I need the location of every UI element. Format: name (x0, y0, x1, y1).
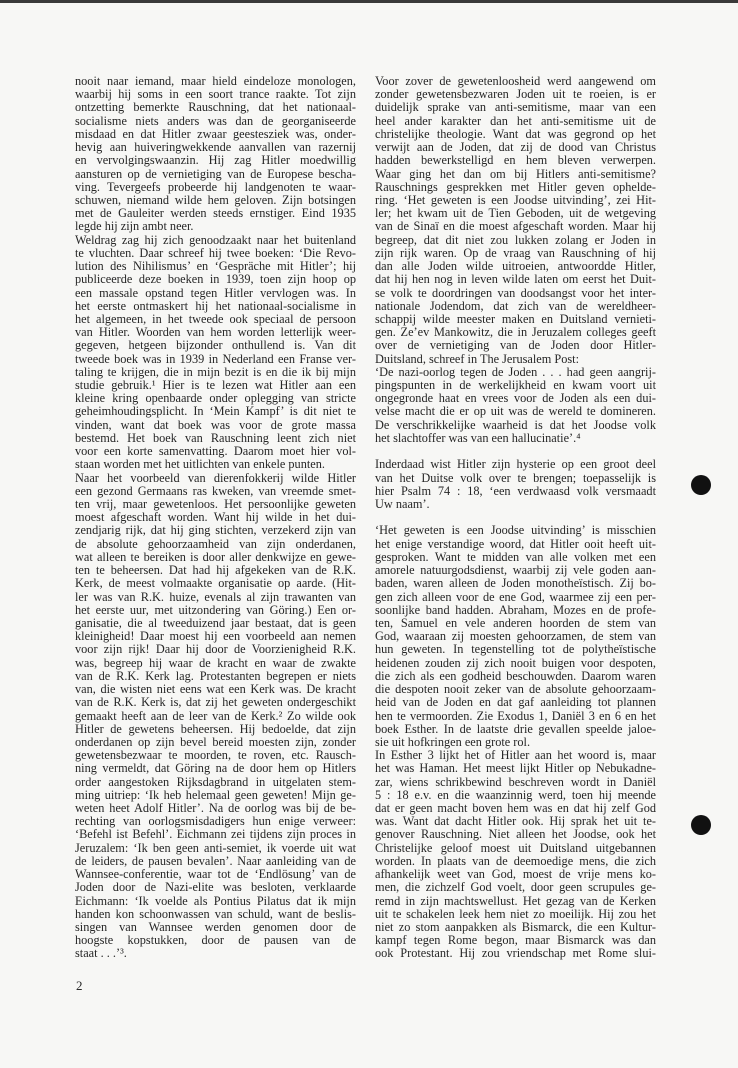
text-line: zar, wiens schrikbewind beschreven wordt in Daniël (375, 775, 656, 789)
text-line: zonder gewetensbezwaren Joden uit te roeien, is er (375, 88, 656, 102)
text-line: Voor zover de gewetenloosheid werd aangewend om (375, 75, 656, 88)
text-line: met de Gauleiter werden steeds ernstiger. Eind 1935 (75, 207, 356, 221)
text-line: men, die zichzelf God voelt, door geen scrupules ge- (375, 881, 656, 895)
text-line: te vluchten. Daar schreef hij twee boeken: ‘Die Revo- (75, 246, 356, 260)
text-line: baden, waren alleen de Joden monotheïstisch. Zij bo- (375, 577, 656, 591)
paragraph (375, 75, 656, 366)
text-line: was, begreep hij waar de kracht en waar de zwakte (75, 656, 356, 670)
text-line: een massale opstand tegen Hitler vervlogen was. In (75, 286, 356, 300)
text-line: De verschrikkelijke waarheid is dat het Joodse volk (375, 418, 656, 432)
text-line: heel ander karakter dan het anti-semitisme uit de (375, 114, 656, 128)
text-line: Christelijke geloof moest uit Duitsland uitgebannen (375, 841, 656, 855)
text-line: heidenen zouden zij zich nooit buigen voor despoten, (375, 656, 656, 670)
text-line: voor een korte samenvatting. Daarom moet hier vol- (75, 445, 356, 459)
text-line: Kerk, de meest volmaakte organisatie op aarde. (Hit- (75, 577, 356, 591)
paragraph (375, 366, 656, 445)
text-line: bestemd. Het boek van Rauschning leent zich niet (75, 431, 356, 445)
text-line: van de R.K. Kerk lag. Protestanten begrepen er niets (75, 669, 356, 683)
text-line: van Hitler. Woorden van hem worden letterlijk weer- (75, 326, 356, 340)
text-line: Waar ging het dan om bij Hitlers anti-semitisme? (375, 167, 656, 181)
text-line: staan worden met het uitlichten van enkele punten. (75, 458, 325, 472)
paragraph-spacer (375, 445, 656, 458)
paragraph (75, 472, 356, 961)
text-line: sie uit hofkringen een grote rol. (375, 735, 531, 749)
text-line: de absolute gehoorzaamheid van zijn onderdanen, (75, 537, 356, 551)
text-column-right (375, 75, 656, 961)
text-line: het was Haman. Het meest lijkt Hitler op Nebukadne- (375, 762, 656, 776)
text-line: staat . . .’³. (75, 947, 127, 961)
text-line: hier Psalm 74 : 18, ‘een verdwaasd volk versmaadt (375, 484, 656, 498)
text-line: van de Sinaï en die moest afgeschaft worden. Maar hij (375, 220, 656, 234)
text-line: was. Want dat dacht Hitler ook. Hij sprak het uit te- (375, 815, 656, 829)
text-line: schuwen, niemand wilde hem geloven. Zijn botsingen (75, 193, 356, 207)
text-line: Wannsee-conferentie, waar tot de ‘Endlösung’ van de (75, 868, 356, 882)
text-line: van het Duitse volk over te brengen; toepasselijk is (375, 471, 656, 485)
text-line: ‘De nazi-oorlog tegen de Joden . . . had geen aangrij- (375, 365, 656, 379)
text-line: vinden, want dat boek was voor de grote massa (75, 418, 356, 432)
text-line: amorele natuurgodsdienst, waarbij zij vele goden aan- (375, 564, 656, 578)
page-number: 2 (76, 978, 83, 993)
text-line: publiceerde deze boeken in 1939, toen zijn hoop op (75, 273, 356, 287)
text-line: geheimhoudingsplicht. In ‘Mein Kampf’ is dit niet te (75, 405, 356, 419)
text-line: 5 : 18 e.v. en die waanzinnig werd, toen hij meende (375, 788, 656, 802)
text-line: lution des Nihilismus’ en ‘Gespräche mit Hitler’; hij (75, 260, 356, 274)
text-line: ming uitriep: ‘Ik heb helemaal geen geweten! Mijn ge- (75, 788, 356, 802)
text-line: moest afgeschaft worden. Want hij wilde in het dui- (75, 511, 356, 525)
text-line: Weldrag zag hij zich genoodzaakt naar het buitenland (75, 233, 356, 247)
text-line: die zich als een godheid beschouwden. Daarom waren (375, 669, 656, 683)
text-line: van, die wisten niet eens wat een Kerk was. De kracht (75, 683, 356, 697)
text-line: Joden door de Nazi-elite was besloten, verklaarde (75, 881, 356, 895)
text-line: ook Protestant. Hij zou vriendschap met Rome slui- (375, 947, 656, 961)
text-line: Naar het voorbeeld van dierenfokkerij wilde Hitler (75, 471, 356, 485)
text-line: ‘Befehl ist Befehl’. Eichmann zei tijdens zijn proces in (75, 828, 356, 842)
text-line: ongegronde haat en vrees voor de Joden als een dui- (375, 392, 656, 406)
text-line: Uw naam’. (375, 498, 430, 511)
text-line: hun geweten. In tegenstelling tot de polytheïstische (375, 643, 656, 657)
text-line: tweede boek was in 1939 in Nederland een Franse ver- (75, 352, 356, 366)
text-line: Inderdaad wist Hitler zijn hysterie op een groot deel (375, 458, 656, 472)
text-line: onderdanen op zijn bevel bereid moesten zijn, zonder (75, 735, 356, 749)
text-line: ten vrij, maar gewetenloos. Het persoonlijke geweten (75, 498, 356, 511)
text-line: gemaakt heeft aan de leer van de Kerk.² Zo wilde ook (75, 709, 356, 723)
text-line: zendjarig rijk, dat hij ging stichten, verzekerd zijn van (75, 524, 356, 538)
text-line: gesproken. Want te midden van alle volken met een (375, 550, 656, 564)
text-line: God, waaraan zij moesten gehoorzamen, de stem van (375, 630, 656, 644)
text-line: waarbij hij soms in een soort trance raakte. Tot zijn (75, 88, 356, 102)
text-line: weten heet Adolf Hitler’. Na de oorlog was bij de be- (75, 802, 356, 816)
text-line: boek Esther. In de laatste drie gevallen speelde jaloe- (375, 722, 656, 736)
text-line: heid van de Joden en dat gaf aanleiding tot plannen (375, 696, 656, 710)
text-line: hoogste kopstukken, door de pausen van de (75, 934, 356, 948)
text-line: dat er geen macht boven hem was en dat hij zelf God (375, 802, 656, 816)
paragraph (75, 234, 356, 472)
text-line: gen zich alleen voor de ene God, waarmee zij een per- (375, 590, 656, 604)
text-line: gewetensbezwaar te moorden, te roven, etc. Rausch- (75, 749, 356, 763)
text-line: In Esther 3 lijkt het of Hitler aan het woord is, maar (375, 749, 656, 763)
text-line: begreep, dat dit niet zou lukken zolang er Joden in (375, 233, 656, 247)
text-line: Jeruzalem: ‘Ik ben geen anti-semiet, ik voerde uit wat (75, 841, 356, 855)
paragraph (75, 75, 356, 234)
text-line: ler; het kwam uit de Tien Geboden, uit de wetgeving (375, 207, 656, 221)
text-line: worden. In plaats van de deemoedige mens, die zich (375, 854, 656, 868)
text-line: ving. Tevergeefs probeerde hij landgenoten te waar- (75, 180, 356, 194)
text-line: ganisatie, die al tweeduizend jaar bestaat, dat is geen (75, 616, 356, 630)
text-line: kleine kring openbaarde onder oplegging van stricte (75, 392, 356, 406)
paragraph (375, 524, 656, 749)
punch-hole-icon (691, 815, 711, 835)
text-line: rechting van oorlogsmisdadigers hun enige verweer: (75, 815, 356, 829)
text-line: de leiders, de pausen bevalen’. Naar aanleiding van de (75, 854, 356, 868)
text-line: over de vernietiging van de Joden door Hitler- (375, 339, 656, 353)
text-line: se volk te doordringen van doodsangst voor het inter- (375, 286, 656, 300)
text-line: handen kon schoonwassen van schuld, want de beslis- (75, 907, 356, 921)
text-line: genover Rauschning. Niet alleen het Joodse, ook het (375, 828, 656, 842)
text-line: kampf tegen Rome begon, maar Bismarck was dan (375, 934, 656, 948)
page-top-edge-line (0, 0, 738, 3)
text-line: gen. Ze’ev Mankowitz, die in Jeruzalem colleges geeft (375, 326, 656, 340)
text-line: die despoten nooit zeker van de absolute gehoorzaam- (375, 683, 656, 697)
punch-hole-icon (691, 475, 711, 495)
text-line: het algemeen, in het tweede ook speciaal de persoon (75, 312, 356, 326)
text-line: uit te schakelen leek hem niet zo moeilijk. Hij zou het (375, 907, 656, 921)
text-line: socialisme niets anders was dan de georganiseerde (75, 114, 356, 128)
text-line: soonlijke band hadden. Abraham, Mozes en de profe- (375, 603, 656, 617)
text-line: het slachtoffer was van een hallucinatie’.⁴ (375, 431, 581, 445)
text-line: nooit naar iemand, maar hield eindeloze monologen, (75, 75, 356, 88)
text-line: en vervolgingswaanzin. Hij zag Hitler moedwillig (75, 154, 356, 168)
paragraph (375, 458, 656, 511)
text-line: Rauschnings gesprekken met Hitler geven ophelde- (375, 180, 656, 194)
text-line: hadden bewerkstelligd en hem bleven verwerpen. (375, 154, 656, 168)
text-line: aansturen op de vernietiging van de Europese bescha- (75, 167, 356, 181)
text-line: ‘Het geweten is een Joodse uitvinding’ is misschien (375, 524, 656, 538)
text-line: wat alleen te bereiken is door aller denkwijze en gewe- (75, 550, 356, 564)
text-line: voor zijn rijk! Daar hij door de Voorzienigheid R.K. (75, 643, 356, 657)
text-line: afhankelijk weet van God, moest de vrije mens ko- (375, 868, 656, 882)
text-line: gegeven, hetgeen bijzonder onthullend is. Van dit (75, 339, 356, 353)
text-line: Eichmann: ‘Ik voelde als Pontius Pilatus dat ik mijn (75, 894, 356, 908)
text-line: zijn rijk waren. Op de vraag van Rauschning of hij (375, 246, 656, 260)
text-line: ten, Samuel en vele anderen hoorden de stem van (375, 616, 656, 630)
text-line: dan alle Joden wilde uitroeien, antwoordde Hitler, (375, 260, 656, 274)
text-line: ontzetting bemerkte Rauschning, dat het nationaal- (75, 101, 356, 115)
text-line: Hitler de gewetens beheersen. Hij bedoelde, dat zijn (75, 722, 356, 736)
text-line: duidelijk sprake van anti-semitisme, maar van een (375, 101, 656, 115)
text-line: christelijke theologie. Want dat was gegrond op het (375, 127, 656, 141)
text-line: pingspunten in de werkelijkheid en kwam voort uit (375, 379, 656, 393)
text-line: ning vermeldt, dat Göring na de door hem op Hitlers (75, 762, 356, 776)
text-line: schappij wilde meester maken en Duitsland vernieti- (375, 312, 656, 326)
text-line: singen van Wannsee werden genomen door de (75, 921, 356, 934)
text-line: een gezond Germaans ras kweken, van vreemde smet- (75, 484, 356, 498)
text-line: niet zo stom aanpakken als Bismarck, die een Kultur- (375, 921, 656, 934)
text-line: ler was van R.K. huize, evenals al zijn trawanten van (75, 590, 356, 604)
text-line: dat hij hen nog in leven wilde laten om eerst het Duit- (375, 273, 656, 287)
text-line: hen te vermoorden. Zie Exodus 1, Daniël 3 en 6 en het (375, 709, 656, 723)
paragraph-spacer (375, 511, 656, 524)
text-line: het eerste ontmaskert hij het nationaal-socialisme in (75, 299, 356, 313)
text-line: studie gebruik.¹ Hier is te lezen wat Hitler aan een (75, 379, 356, 393)
text-line: remd in zijn machtswellust. Het gezag van de Kerken (375, 894, 656, 908)
text-line: velse macht die er op uit was de wereld te domineren. (375, 405, 656, 419)
text-line: het eerste uur, met uitzondering van Göring.) Een or- (75, 603, 356, 617)
text-line: van de R.K. Kerk is, dat zij het geweten ondergeschikt (75, 696, 356, 710)
text-line: taling te krijgen, die in mijn bezit is en die ik bij mijn (75, 365, 356, 379)
text-line: nationale Jodendom, dat zich van de wereldheer- (375, 299, 656, 313)
text-line: ten te beheersen. Dat had hij afgekeken van de R.K. (75, 564, 356, 578)
text-column-left (75, 75, 356, 961)
text-line: Duitsland, schreef in The Jerusalem Post: (375, 352, 579, 366)
text-line: legde hij zijn ambt neer. (75, 220, 194, 234)
text-line: verwijt aan de Joden, dat zij de dood van Christus (375, 141, 656, 155)
paragraph (375, 749, 656, 961)
text-line: ring. ‘Het geweten is een Joodse uitvinding’, zei Hit- (375, 193, 656, 207)
text-line: hevig aan huiveringwekkende aanvallen van razernij (75, 141, 356, 155)
text-line: misdaad en dat Hitler zwaar geestesziek was, onder- (75, 127, 356, 141)
text-line: order aangestoken Rijksdagbrand in uitgelaten stem- (75, 775, 356, 789)
text-line: het enige verstandige woord, dat Hitler ooit heeft uit- (375, 537, 656, 551)
text-line: kleinigheid! Daar moest hij een voorbeeld aan nemen (75, 630, 356, 644)
